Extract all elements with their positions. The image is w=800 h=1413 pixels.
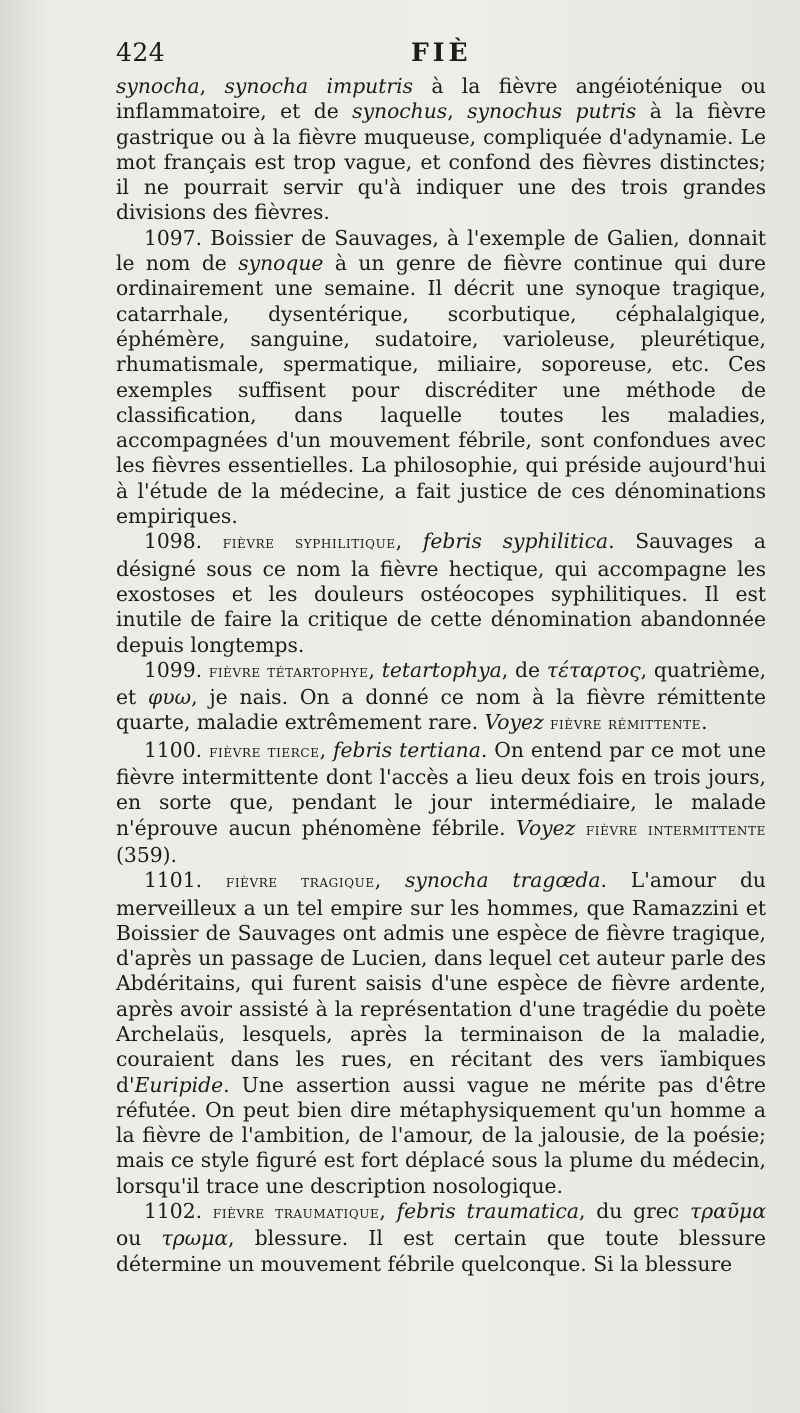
italic-term: synoque [238, 251, 324, 276]
italic-term: Voyez [484, 710, 544, 735]
text-run: , [395, 529, 423, 554]
italic-term: tetartophya [381, 657, 502, 682]
text-run: 1102. [144, 1199, 213, 1224]
italic-term: synocha imputris [224, 74, 413, 98]
text-run: , de [501, 657, 547, 682]
entry-heading: fièvre intermittente [585, 819, 767, 840]
entry-1100 [116, 738, 766, 868]
text-run: à un genre de fièvre continue qui dure ordinairement une semaine. Il décrit une synoque tragique, catarrhale, dysentérique, scorbutique, céphalalgique, éphémère, sanguine, sudatoire, varioleuse, pleurétique, rhumatismale, spermatique, miliaire, soporeuse, etc. Ces exemples suffisent pour discréditer une méthode de classification, dans laquelle toutes les maladies, accompagnées d'un mouvement fébrile, sont confondues avec les fièvres essentielles. La philosophie, qui préside aujourd'hui à l'étude de la médecine, a fait justice de ces dénominations empiriques. [116, 251, 766, 529]
text-run: , [199, 74, 225, 98]
entry-heading: fièvre tierce [209, 741, 320, 762]
italic-term: τέταρτος [546, 657, 641, 682]
body-text [116, 74, 766, 1277]
text-run [575, 816, 586, 840]
italic-term: synocha tragœda [404, 868, 601, 893]
text-run: . Une assertion aussi vague ne mérite pas d'être réfutée. On peut bien dire métaphysiquement qu'un homme a la fièvre de l'ambition, de l'amour, de la jalousie, de la poésie; mais ce style figuré est fort déplacé sous la plume du médecin, lorsqu'il trace une description nosologique. [116, 1072, 766, 1198]
entry-heading: fièvre syphilitique [222, 533, 396, 554]
text-run: , je nais. On a donné ce nom à la fièvre rémittente quarte, maladie extrêmement rare. [116, 685, 766, 735]
italic-term: Voyez [516, 815, 576, 840]
text-run: , [379, 1199, 397, 1224]
entry-1099 [116, 658, 766, 738]
text-run: 1100. [144, 737, 210, 762]
text-run: , blessure. Il est certain que toute blessure détermine un mouvement fébrile quelconque. Si la blessure [116, 1226, 766, 1276]
italic-term: synochus [352, 99, 448, 124]
italic-term: febris tertiana [333, 737, 481, 762]
text-run: . [701, 710, 708, 735]
entry-1102 [116, 1199, 766, 1277]
italic-term: τραῦμα [689, 1199, 767, 1224]
italic-term: τρωμα [161, 1226, 229, 1251]
text-run: . On entend par ce mot une fièvre intermittente dont l'accès a lieu deux fois en trois jours, en sorte que, pendant le jour intermédiaire, le malade n'éprouve aucun phénomène fébrile. [116, 737, 766, 840]
text-run: , [447, 99, 468, 124]
entry-1101 [116, 868, 766, 1199]
text-run: 1101. [144, 868, 226, 893]
text-run: . Sauvages a désigné sous ce nom la fièvre hectique, qui accompagne les exostoses et les douleurs ostéocopes syphilitiques. Il est inutile de faire la critique de cette dénomination abandonnée depuis longtemps. [116, 529, 766, 657]
text-run: . L'amour du merveilleux a un tel empire sur les hommes, que Ramazzini et Boissier de Sauvages ont admis une espèce de fièvre tragique, d'après un passage de Lucien, dans lequel cet auteur parle des Abdéritains, qui furent saisis d'une espèce de fièvre ardente, après avoir assisté à la représentation d'une tragédie du poète Archelaüs, lesquels, après la terminaison de la maladie, couraient dans les rues, en récitant des vers ïambiques d' [116, 868, 766, 1097]
entry-heading: fièvre rémittente [550, 714, 702, 735]
entry-heading: fièvre tragique [225, 872, 375, 893]
running-head: FIÈ [411, 38, 472, 67]
text-run: ou [116, 1226, 162, 1251]
text-run: , [368, 657, 382, 682]
italic-term: Euripide [134, 1072, 224, 1097]
paragraph-continuation [116, 74, 766, 226]
text-run: , [319, 737, 334, 762]
italic-term: synochus putris [467, 99, 637, 124]
italic-term: febris syphilitica [422, 529, 609, 554]
text-run: à la fièvre angéioténique ou inflammatoire, et de [116, 74, 766, 124]
italic-term: φυω [148, 685, 192, 710]
italic-term: synocha [116, 74, 200, 98]
entry-1097 [116, 226, 766, 530]
italic-term: febris traumatica [396, 1199, 579, 1224]
text-run: , quatrième, et [116, 657, 767, 710]
text-run: à la fièvre gastrique ou à la fièvre muqueuse, compliquée d'adynamie. Le mot français est trop vague, et confond des fièvres distinctes; il ne pourrait servir qu'à indiquer une des trois grandes divisions des fièvres. [116, 99, 766, 225]
entry-heading: fièvre tétartophye [208, 661, 369, 682]
page-number: 424 [116, 38, 166, 67]
text-run: , [374, 868, 405, 893]
page-header [116, 38, 766, 72]
text-run: 1098. [144, 529, 223, 554]
text-run: 1097. Boissier de Sauvages, à l'exemple de Galien, donnait le nom de [116, 225, 766, 276]
text-run: 1099. [144, 657, 209, 682]
text-run: , du grec [578, 1199, 690, 1224]
entry-heading: fièvre traumatique [212, 1203, 380, 1224]
entry-1098 [116, 529, 766, 657]
text-run: (359). [116, 842, 177, 867]
